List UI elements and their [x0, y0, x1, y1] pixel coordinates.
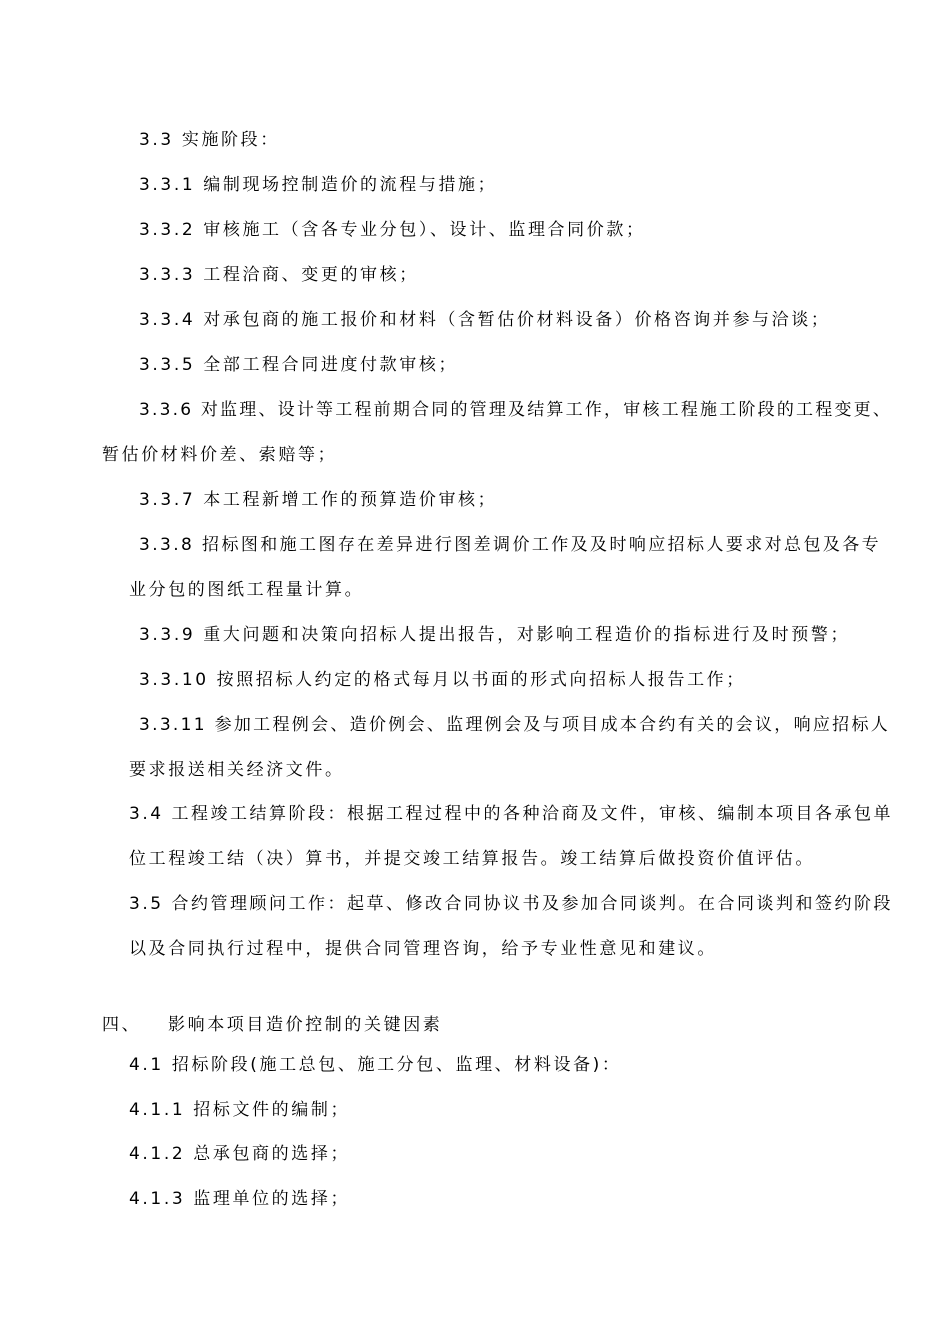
paragraph-3-3-11-line1: 3.3.11 参加工程例会、造价例会、监理例会及与项目成本合约有关的会议，响应招标人 — [139, 715, 891, 735]
section-4-heading-number: 四、 — [102, 1015, 142, 1035]
paragraph-4-1: 4.1 招标阶段(施工总包、施工分包、监理、材料设备)： — [129, 1055, 622, 1075]
paragraph-4-1-3: 4.1.3 监理单位的选择； — [129, 1189, 351, 1209]
paragraph-3-3-10: 3.3.10 按照招标人约定的格式每月以书面的形式向招标人报告工作； — [139, 670, 746, 690]
paragraph-3-5-line1: 3.5 合约管理顾问工作：起草、修改合同协议书及参加合同谈判。在合同谈判和签约阶段 — [129, 894, 893, 914]
section-4-heading-title: 影响本项目造价控制的关键因素 — [168, 1015, 443, 1035]
paragraph-3-3-6-line2: 暂估价材料价差、索赔等； — [102, 445, 338, 465]
paragraph-3-3-5: 3.3.5 全部工程合同进度付款审核； — [139, 355, 459, 375]
paragraph-3-3: 3.3 实施阶段： — [139, 130, 280, 150]
paragraph-3-5-line2: 以及合同执行过程中，提供合同管理咨询，给予专业性意见和建议。 — [129, 939, 717, 959]
paragraph-3-3-11-line2: 要求报送相关经济文件。 — [129, 760, 345, 780]
paragraph-3-4-line2: 位工程竣工结（决）算书，并提交竣工结算报告。竣工结算后做投资价值评估。 — [129, 849, 815, 869]
paragraph-3-3-8-line2: 业分包的图纸工程量计算。 — [129, 580, 365, 600]
paragraph-3-4-line1: 3.4 工程竣工结算阶段：根据工程过程中的各种洽商及文件，审核、编制本项目各承包单 — [129, 804, 893, 824]
paragraph-3-3-8-line1: 3.3.8 招标图和施工图存在差异进行图差调价工作及及时响应招标人要求对总包及各专 — [139, 535, 882, 555]
paragraph-3-3-9: 3.3.9 重大问题和决策向招标人提出报告，对影响工程造价的指标进行及时预警； — [139, 625, 851, 645]
paragraph-3-3-4: 3.3.4 对承包商的施工报价和材料（含暂估价材料设备）价格咨询并参与洽谈； — [139, 310, 831, 330]
paragraph-3-3-1: 3.3.1 编制现场控制造价的流程与措施； — [139, 175, 498, 195]
paragraph-3-3-2: 3.3.2 审核施工（含各专业分包）、设计、监理合同价款； — [139, 220, 646, 240]
paragraph-4-1-2: 4.1.2 总承包商的选择； — [129, 1144, 351, 1164]
paragraph-3-3-6-line1: 3.3.6 对监理、设计等工程前期合同的管理及结算工作，审核工程施工阶段的工程变更、 — [139, 400, 893, 420]
paragraph-3-3-7: 3.3.7 本工程新增工作的预算造价审核； — [139, 490, 498, 510]
paragraph-3-3-3: 3.3.3 工程洽商、变更的审核； — [139, 265, 419, 285]
paragraph-4-1-1: 4.1.1 招标文件的编制； — [129, 1100, 351, 1120]
